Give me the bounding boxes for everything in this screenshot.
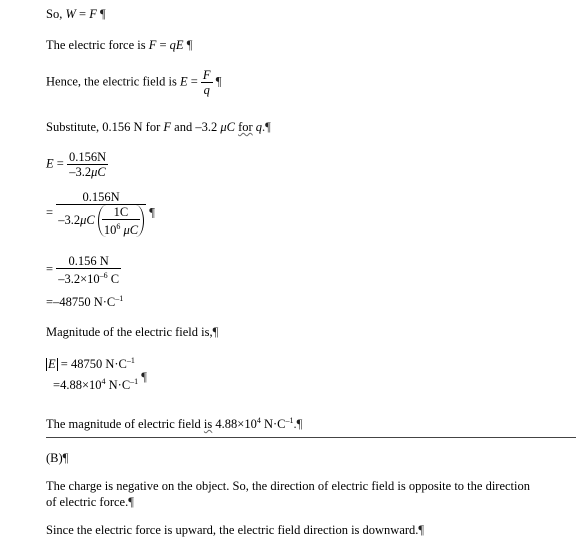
text: 0.156 N for bbox=[102, 120, 161, 134]
equals: = bbox=[46, 205, 54, 220]
text: and bbox=[174, 120, 193, 134]
denominator: –3.2μC $\frac{1C}{10^6 \mu C}$ bbox=[56, 204, 146, 237]
text: The charge is negative on the object. So, the direction of electric field is opposite to the direction bbox=[46, 479, 530, 493]
numerator: 0.156N bbox=[82, 190, 120, 204]
fraction bbox=[67, 150, 108, 179]
exponent: –1 bbox=[130, 377, 139, 386]
exponent: 4 bbox=[256, 416, 261, 425]
equals: = bbox=[56, 156, 64, 171]
text: Magnitude of the electric field is, bbox=[46, 325, 213, 339]
fraction bbox=[56, 254, 121, 286]
value: 48750 N·C bbox=[70, 357, 127, 371]
parenthesis-conversion bbox=[98, 205, 144, 237]
magnitude-equation-1 bbox=[46, 353, 135, 372]
abs-e: E bbox=[48, 357, 56, 371]
text: Hence, the electric field is bbox=[46, 74, 177, 89]
equation-step-3 bbox=[46, 254, 121, 286]
line-electric-force bbox=[46, 37, 192, 53]
equals: = bbox=[190, 74, 198, 89]
denominator: $-3.2\times 10^{-6}$ C bbox=[56, 268, 121, 286]
pilcrow: .¶ bbox=[262, 120, 271, 134]
unit: N·C bbox=[108, 378, 131, 392]
denominator: q bbox=[201, 82, 213, 97]
equals: = bbox=[53, 378, 61, 392]
line-electric-field-formula bbox=[46, 68, 221, 97]
pilcrow: ¶ bbox=[128, 495, 134, 509]
numerator: 0.156N bbox=[68, 150, 107, 164]
numerator: F bbox=[202, 68, 211, 82]
equation-step-2 bbox=[46, 190, 155, 237]
var-f: F bbox=[89, 7, 97, 21]
exponent: 4 bbox=[101, 377, 106, 386]
numerator: 1C bbox=[113, 205, 129, 219]
unit: μC bbox=[220, 120, 235, 134]
fraction bbox=[56, 190, 146, 237]
text: The electric force is bbox=[46, 38, 146, 52]
pilcrow: ¶ bbox=[99, 7, 106, 21]
var-qe: qE bbox=[169, 38, 184, 52]
var-e: E bbox=[179, 74, 188, 89]
pilcrow: .¶ bbox=[293, 417, 303, 431]
text: The magnitude of electric field bbox=[46, 417, 201, 431]
line-conclusion bbox=[46, 522, 424, 538]
pilcrow: ¶ bbox=[62, 451, 69, 465]
var-e: E bbox=[46, 156, 54, 171]
exponent: –1 bbox=[115, 294, 124, 303]
var-q: q bbox=[255, 120, 263, 134]
value: –3.2 bbox=[195, 120, 218, 134]
line-magnitude-heading bbox=[46, 324, 218, 340]
pilcrow: ¶ bbox=[186, 38, 193, 52]
denominator: –3.2μC bbox=[67, 164, 108, 179]
pilcrow: ¶ bbox=[141, 370, 147, 384]
unit: N·C bbox=[263, 417, 286, 431]
text: for bbox=[238, 120, 253, 134]
text: Since the electric force is upward, the electric field direction is downward. bbox=[46, 523, 419, 537]
line-magnitude-answer bbox=[46, 413, 302, 432]
equals: = bbox=[79, 7, 87, 21]
equals: = bbox=[159, 38, 167, 52]
line-substitute bbox=[46, 119, 271, 135]
text: So, bbox=[46, 7, 63, 21]
var-w: W bbox=[65, 7, 76, 21]
value: 4.88×10 bbox=[60, 378, 102, 392]
text: (B) bbox=[46, 451, 63, 465]
pilcrow: ¶ bbox=[212, 325, 219, 339]
value: –48750 bbox=[53, 295, 91, 309]
text: is bbox=[203, 417, 213, 431]
conversion-fraction bbox=[102, 205, 140, 237]
exponent: –1 bbox=[285, 416, 294, 425]
var-f: F bbox=[163, 120, 172, 134]
pilcrow: ¶ bbox=[418, 523, 425, 537]
unit: N·C bbox=[93, 295, 116, 309]
line-part-b bbox=[46, 450, 68, 466]
pilcrow: ¶ bbox=[215, 74, 222, 89]
value: 4.88×10 bbox=[215, 417, 257, 431]
pilcrow: ¶ bbox=[149, 205, 155, 220]
equals: = bbox=[60, 357, 68, 371]
equals: = bbox=[46, 261, 54, 276]
equation-result bbox=[46, 291, 123, 310]
magnitude-equation-2 bbox=[53, 370, 147, 393]
text: Substitute, bbox=[46, 120, 100, 134]
equals: = bbox=[46, 295, 54, 309]
equation-step-1 bbox=[46, 150, 108, 179]
numerator: 0.156 N bbox=[68, 254, 109, 268]
line-direction-2 bbox=[46, 494, 134, 510]
line-so-w-equals-f bbox=[46, 6, 106, 22]
denominator: $10^6$ μC bbox=[102, 219, 140, 237]
line-direction-1 bbox=[46, 478, 530, 494]
var-f: F bbox=[148, 38, 157, 52]
section-divider bbox=[46, 437, 576, 438]
text: of electric force. bbox=[46, 495, 129, 509]
fraction-f-over-q bbox=[201, 68, 213, 97]
exponent: –1 bbox=[126, 356, 135, 365]
